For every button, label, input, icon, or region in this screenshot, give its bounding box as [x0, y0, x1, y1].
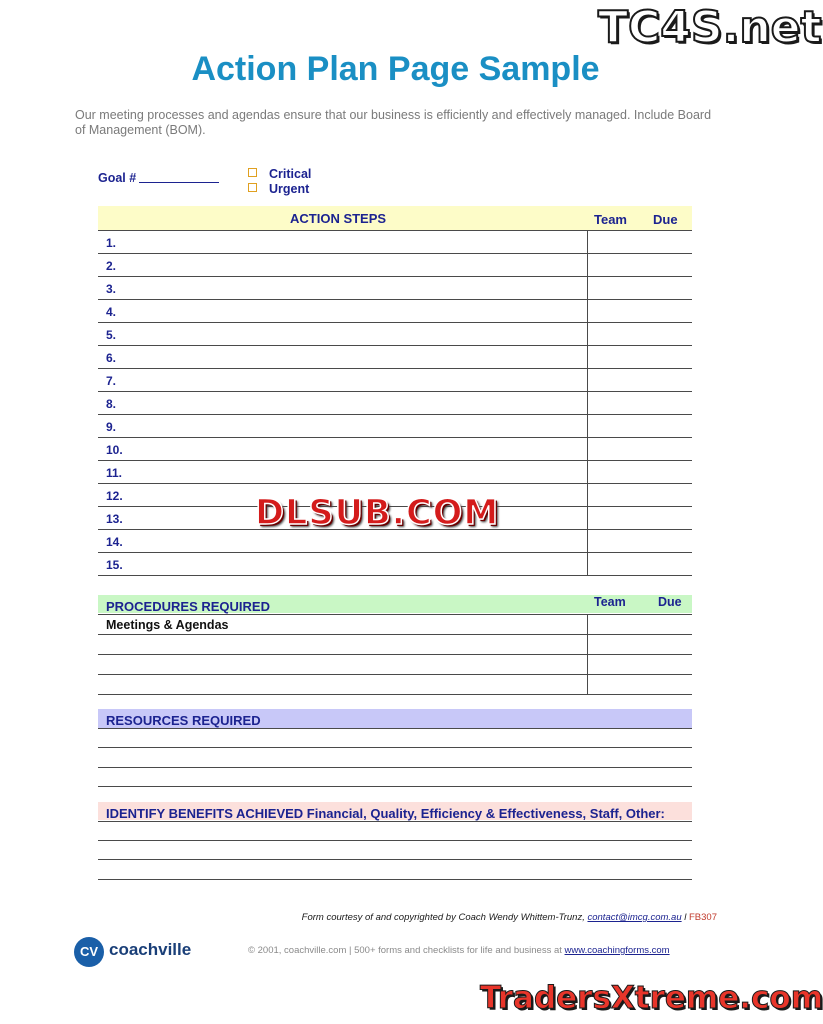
form-code: FB307 — [689, 912, 717, 923]
action-step-row[interactable] — [98, 461, 692, 484]
action-step-number: 1. — [106, 236, 117, 250]
column-divider — [587, 323, 588, 346]
action-step-number: 11. — [106, 466, 123, 480]
procedures-due-heading: Due — [658, 595, 682, 609]
column-divider — [587, 254, 588, 277]
column-divider — [587, 530, 588, 553]
column-divider — [587, 655, 588, 675]
action-step-number: 8. — [106, 397, 117, 411]
column-divider — [587, 392, 588, 415]
column-divider — [587, 615, 588, 635]
action-step-number: 15. — [106, 558, 123, 572]
procedure-row[interactable] — [98, 655, 692, 675]
column-divider — [587, 553, 588, 576]
procedure-row[interactable] — [98, 675, 692, 695]
column-divider — [587, 231, 588, 254]
urgent-checkbox[interactable] — [248, 183, 257, 192]
resources-line[interactable] — [98, 767, 692, 768]
procedure-text: Meetings & Agendas — [106, 618, 229, 632]
action-step-number: 6. — [106, 351, 117, 365]
action-step-row[interactable] — [98, 369, 692, 392]
column-divider — [587, 346, 588, 369]
column-divider — [587, 369, 588, 392]
action-step-row[interactable] — [98, 415, 692, 438]
action-step-number: 2. — [106, 259, 117, 273]
action-step-row[interactable] — [98, 553, 692, 576]
action-steps-due-heading: Due — [653, 212, 678, 227]
action-step-row[interactable] — [98, 438, 692, 461]
action-step-number: 10. — [106, 443, 123, 457]
resources-line[interactable] — [98, 728, 692, 729]
column-divider — [587, 277, 588, 300]
column-divider — [587, 415, 588, 438]
benefits-line[interactable] — [98, 879, 692, 880]
action-step-number: 14. — [106, 535, 123, 549]
critical-checkbox[interactable] — [248, 168, 257, 177]
action-step-number: 9. — [106, 420, 117, 434]
goal-label: Goal # — [98, 171, 137, 185]
column-divider — [587, 635, 588, 655]
credit-separator: l — [681, 912, 689, 923]
action-steps-header — [98, 206, 692, 230]
critical-option[interactable] — [248, 167, 311, 181]
benefits-line[interactable] — [98, 821, 692, 822]
action-steps-title: ACTION STEPS — [290, 211, 387, 226]
procedure-row[interactable] — [98, 615, 692, 635]
benefits-title: IDENTIFY BENEFITS ACHIEVED Financial, Quality, Efficiency & Effectiveness, Staff, Other: — [106, 806, 665, 821]
dlsub-watermark: DLSUB.COM — [255, 493, 500, 533]
goal-blank-line[interactable] — [139, 170, 219, 183]
goal-field[interactable] — [98, 170, 219, 185]
copyright-line — [248, 945, 670, 956]
benefits-line[interactable] — [98, 859, 692, 860]
action-step-number: 12. — [106, 489, 123, 503]
procedure-row[interactable] — [98, 635, 692, 655]
column-divider — [587, 507, 588, 530]
action-step-number: 5. — [106, 328, 117, 342]
procedures-title: PROCEDURES REQUIRED — [106, 599, 270, 614]
benefits-line[interactable] — [98, 840, 692, 841]
action-step-number: 13. — [106, 512, 123, 526]
action-step-row[interactable] — [98, 277, 692, 300]
resources-line[interactable] — [98, 747, 692, 748]
action-step-row[interactable] — [98, 300, 692, 323]
page-title: Action Plan Page Sample — [191, 50, 600, 88]
column-divider — [587, 675, 588, 695]
action-step-row[interactable] — [98, 254, 692, 277]
copyright-text: © 2001, coachville.com | 500+ forms and checklists for life and business at — [248, 945, 565, 956]
action-step-number: 3. — [106, 282, 117, 296]
column-divider — [587, 438, 588, 461]
urgent-label: Urgent — [269, 182, 310, 196]
coachville-logo-icon: CV — [74, 937, 104, 967]
resources-line[interactable] — [98, 786, 692, 787]
action-step-row[interactable] — [98, 392, 692, 415]
resources-header — [98, 709, 692, 728]
column-divider — [587, 461, 588, 484]
column-divider — [587, 300, 588, 323]
action-step-number: 7. — [106, 374, 117, 388]
procedures-team-heading: Team — [594, 595, 626, 609]
action-step-number: 4. — [106, 305, 117, 319]
action-step-row[interactable] — [98, 530, 692, 553]
coachville-logo-text: coachville — [109, 940, 192, 959]
critical-label: Critical — [269, 167, 312, 181]
column-divider — [587, 484, 588, 507]
action-step-row[interactable] — [98, 323, 692, 346]
tradersxtreme-watermark: TradersXtreme.com — [480, 980, 823, 1016]
benefits-header — [98, 802, 692, 820]
tc4s-watermark: TC4S.net — [598, 2, 822, 53]
intro-text: Our meeting processes and agendas ensure that our business is efficiently and effectively managed. Include Board of Management (BOM). — [75, 108, 712, 137]
urgent-option[interactable] — [248, 182, 309, 196]
action-step-row[interactable] — [98, 346, 692, 369]
action-step-row[interactable] — [98, 231, 692, 254]
footer-credit — [0, 912, 717, 923]
procedures-table — [98, 614, 692, 695]
resources-title: RESOURCES REQUIRED — [106, 713, 261, 728]
action-steps-team-heading: Team — [594, 212, 627, 227]
coachingforms-link[interactable]: www.coachingforms.com — [564, 945, 670, 956]
contact-email-link[interactable]: contact@imcg.com.au — [587, 912, 682, 923]
credit-text: Form courtesy of and copyrighted by Coach Wendy Whittem-Trunz, — [301, 912, 588, 923]
